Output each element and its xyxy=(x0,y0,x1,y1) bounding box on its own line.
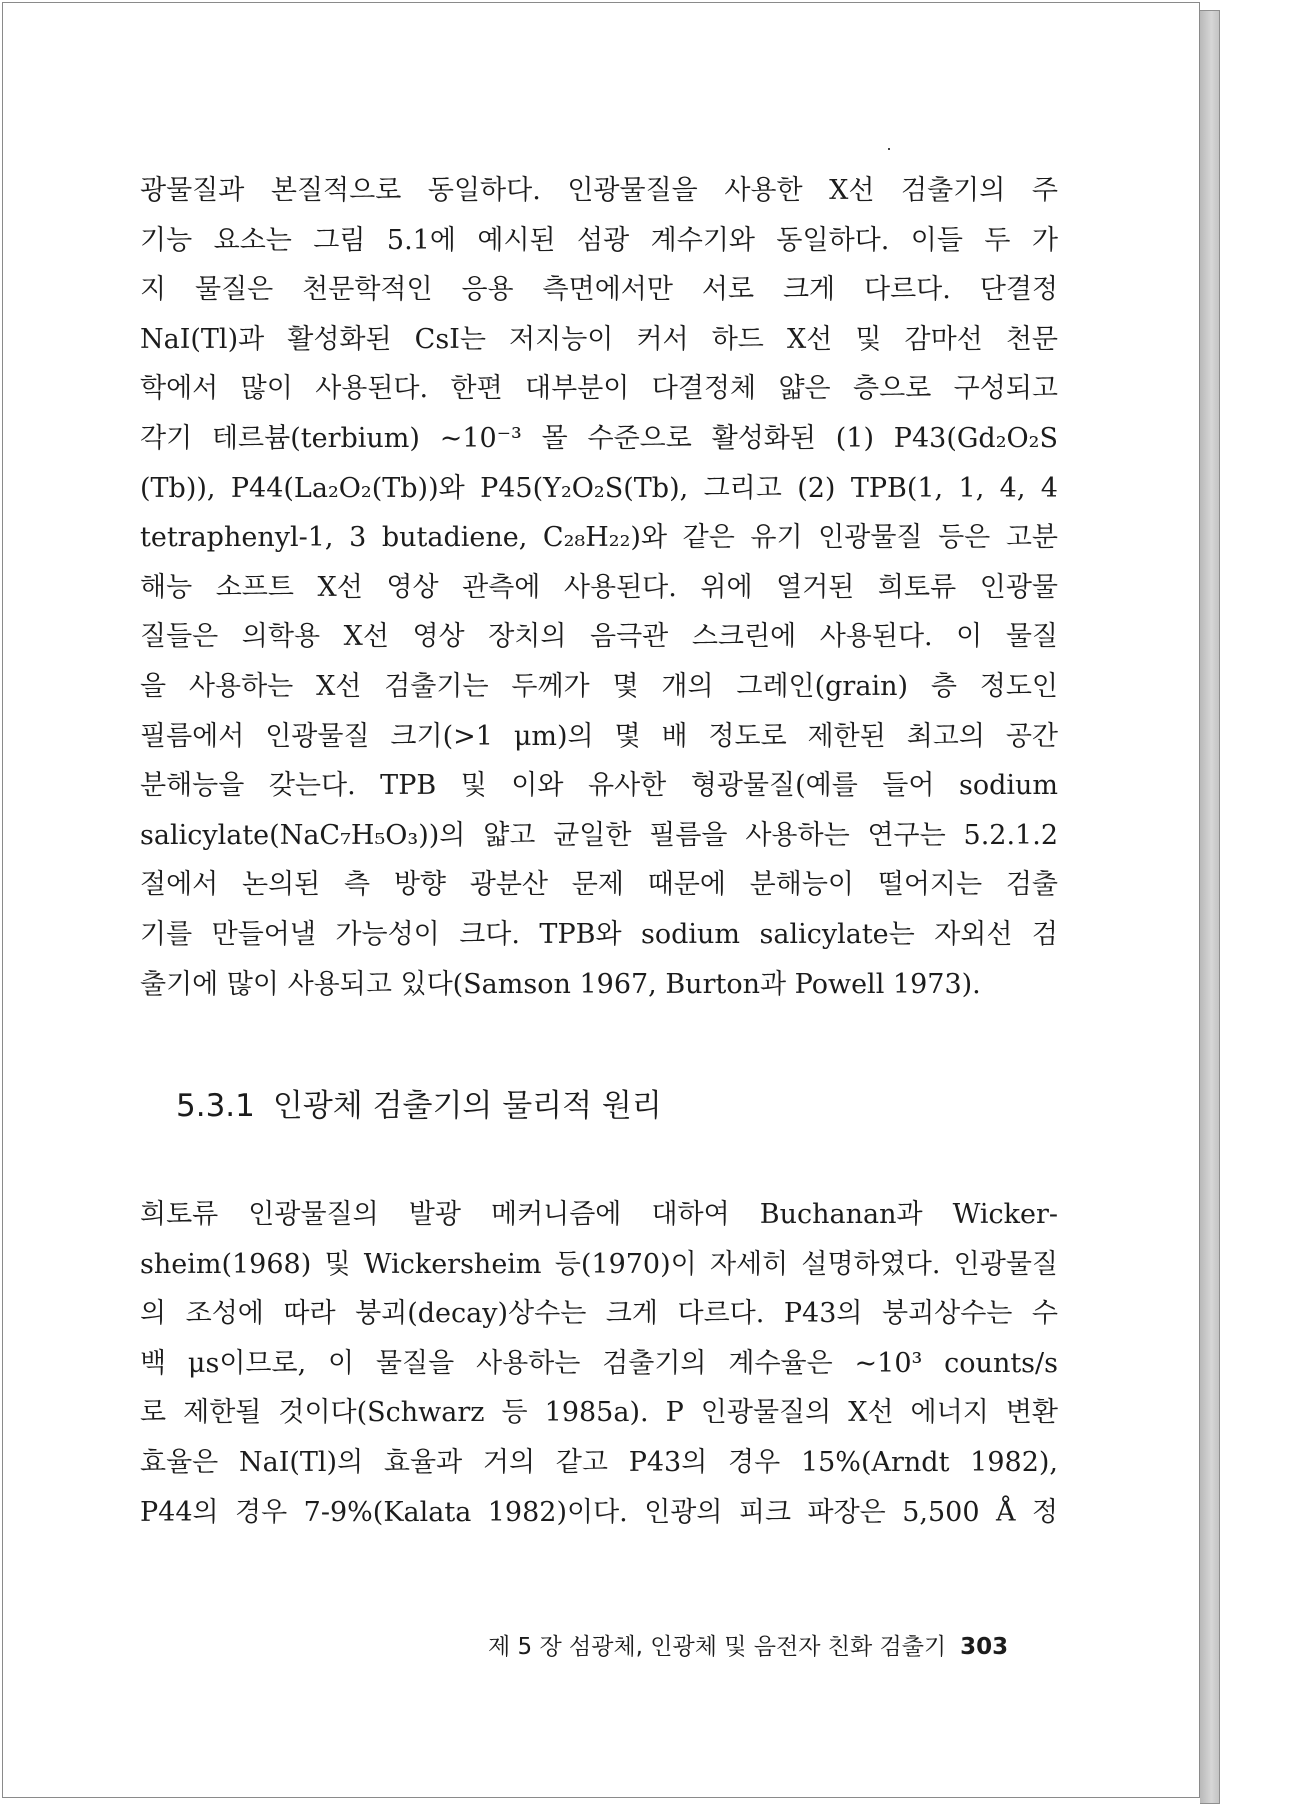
running-footer xyxy=(488,1628,1008,1661)
paragraph-line: 광물질과 본질적으로 동일하다. 인광물질을 사용한 X선 검출기의 주 xyxy=(140,175,1058,206)
paragraph-line: tetraphenyl-1, 3 butadiene, C₂₈H₂₂)와 같은 유기 인광물질 등은 고분 xyxy=(140,522,1058,554)
paragraph-line: NaI(Tl)과 활성화된 CsI는 저지능이 커서 하드 X선 및 감마선 천문 xyxy=(140,323,1058,355)
paragraph-line: 기를 만들어낼 가능성이 크다. TPB와 sodium salicylate는 자외선 검 xyxy=(140,918,1058,950)
paragraph-line: sheim(1968) 및 Wickersheim 등(1970)이 자세히 설명하였다. 인광물질 xyxy=(140,1248,1058,1280)
footer-chapter-title: 제 5 장 섬광체, 인광체 및 음전자 친화 검출기 xyxy=(488,1634,947,1660)
paragraph-line: 의 조성에 따라 붕괴(decay)상수는 크게 다르다. P43의 붕괴상수는 수 xyxy=(140,1298,1058,1330)
paragraph-line: 기능 요소는 그림 5.1에 예시된 섬광 계수기와 동일하다. 이들 두 가 xyxy=(140,224,1058,256)
paragraph-line: 질들은 의학용 X선 영상 장치의 음극관 스크린에 사용된다. 이 물질 xyxy=(140,621,1058,653)
paragraph-line: 로 제한될 것이다(Schwarz 등 1985a). P 인광물질의 X선 에너지 변환 xyxy=(140,1397,1058,1429)
section-number: 5.3.1 xyxy=(176,1088,255,1124)
paragraph-line: 출기에 많이 사용되고 있다(Samson 1967, Burton과 Powell 1973). xyxy=(140,968,981,1000)
paragraph-line: 각기 테르븀(terbium) ~10⁻³ 몰 수준으로 활성화된 (1) P43(Gd₂O₂S xyxy=(140,422,1058,454)
paragraph-line: 학에서 많이 사용된다. 한편 대부분이 다결정체 얇은 층으로 구성되고 xyxy=(140,373,1058,405)
paragraph-line: (Tb)), P44(La₂O₂(Tb))와 P45(Y₂O₂S(Tb), 그리고 (2) TPB(1, 1, 4, 4 xyxy=(140,472,1058,504)
body-paragraph-2 xyxy=(140,1190,1058,1537)
page-number: 303 xyxy=(960,1634,1009,1660)
print-speck xyxy=(888,148,890,150)
section-heading xyxy=(176,1080,662,1125)
paragraph-line: P44의 경우 7-9%(Kalata 1982)이다. 인광의 피크 파장은 5,500 Å 정 xyxy=(140,1496,1058,1528)
section-title: 인광체 검출기의 물리적 원리 xyxy=(272,1088,662,1124)
paragraph-line: 지 물질은 천문학적인 응용 측면에서만 서로 크게 다르다. 단결정 xyxy=(140,274,1058,306)
paragraph-line: 해능 소프트 X선 영상 관측에 사용된다. 위에 열거된 희토류 인광물 xyxy=(140,571,1058,603)
paragraph-line: salicylate(NaC₇H₅O₃))의 얇고 균일한 필름을 사용하는 연구는 5.2.1.2 xyxy=(140,819,1058,851)
paragraph-line: 효율은 NaI(Tl)의 효율과 거의 같고 P43의 경우 15%(Arndt 1982), xyxy=(140,1446,1058,1478)
paragraph-line: 분해능을 갖는다. TPB 및 이와 유사한 형광물질(예를 들어 sodium xyxy=(140,770,1058,802)
paragraph-line: 을 사용하는 X선 검출기는 두께가 몇 개의 그레인(grain) 층 정도인 xyxy=(140,670,1058,702)
paragraph-line: 희토류 인광물질의 발광 메커니즘에 대하여 Buchanan과 Wicker- xyxy=(140,1199,1058,1230)
page-edge-shadow xyxy=(1200,10,1220,1804)
body-paragraph-1 xyxy=(140,166,1058,1009)
paragraph-line: 백 μs이므로, 이 물질을 사용하는 검출기의 계수율은 ~10³ counts/s xyxy=(140,1347,1058,1379)
paragraph-line: 절에서 논의된 측 방향 광분산 문제 때문에 분해능이 떨어지는 검출 xyxy=(140,869,1058,901)
paragraph-line: 필름에서 인광물질 크기(>1 μm)의 몇 배 정도로 제한된 최고의 공간 xyxy=(140,720,1058,752)
